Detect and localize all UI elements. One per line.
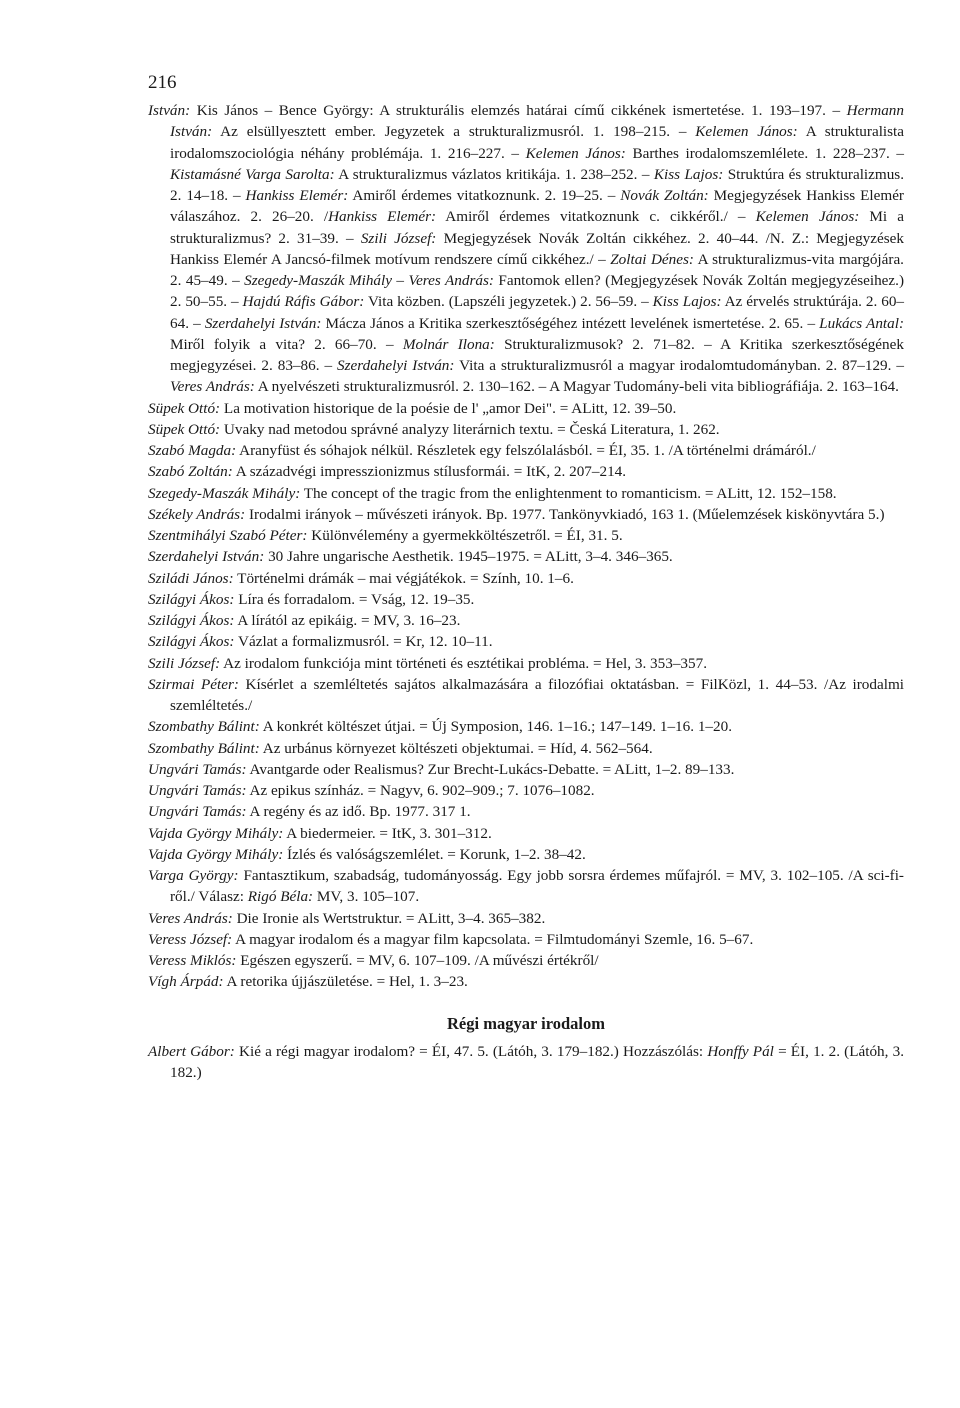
- bibliography-entry: [148, 398, 904, 419]
- author-name: Vajda György Mihály:: [148, 824, 284, 842]
- entry-text: Fantomok ellen? (Megjegyzések Novák Zoltán megjegyzéseihez.) 2. 50–55. –: [170, 272, 905, 311]
- entry-text: MV, 3. 105–107.: [313, 888, 420, 906]
- bibliography-entry: [148, 865, 904, 908]
- bibliography-entry: [148, 780, 904, 801]
- entry-text: Kié a régi magyar irodalom? = ÉI, 47. 5. (Látóh, 3. 179–182.) Hozzászólás:: [234, 1042, 708, 1060]
- entry-text: Az urbánus környezet költészeti objektumai. = Híd, 4. 562–564.: [259, 739, 653, 757]
- entry-text: A századvégi impresszionizmus stílusformái. = ItK, 2. 207–214.: [232, 463, 627, 481]
- bibliography-entry: [148, 716, 904, 737]
- bibliography-entry: [148, 610, 904, 631]
- author-name: Vígh Árpád:: [148, 973, 224, 991]
- author-name: Veres András:: [148, 909, 233, 927]
- entry-text: The concept of the tragic from the enlightenment to romanticism. = ALitt, 12. 152–158.: [300, 484, 837, 502]
- bibliography-entry: [148, 440, 904, 461]
- author-name: Zoltai Dénes:: [610, 250, 694, 268]
- bibliography-entry: [148, 483, 904, 504]
- author-name: Szegedy-Maszák Mihály:: [148, 484, 301, 502]
- author-name: Sziládi János:: [148, 569, 234, 587]
- entry-text: Egészen egyszerű. = MV, 6. 107–109. /A művészi értékről/: [236, 952, 599, 969]
- main-entries: [148, 100, 904, 993]
- author-name: Hajdú Ráfis Gábor:: [242, 293, 365, 311]
- entry-text: A biedermeier. = ItK, 3. 301–312.: [283, 824, 492, 842]
- entry-text: A strukturalista irodalomszociológia néhány problémája. 1. 216–227. –: [170, 123, 905, 162]
- author-name: Kelemen János:: [755, 208, 860, 226]
- bibliography-entry: [148, 759, 904, 780]
- entry-text: Vita közben. (Lapszéli jegyzetek.) 2. 56–59. –: [364, 293, 653, 311]
- entry-text: A regény és az idő. Bp. 1977. 317 1.: [246, 803, 471, 821]
- author-name: Szerdahelyi István:: [148, 548, 265, 566]
- author-name: Szili József:: [360, 229, 437, 247]
- author-name: Kelemen János:: [525, 144, 626, 162]
- entry-text: Líra és forradalom. = Vság, 12. 19–35.: [234, 590, 475, 608]
- author-name: Ungvári Tamás:: [148, 803, 247, 821]
- author-name: Süpek Ottó:: [148, 399, 221, 417]
- entry-text: Az érvelés struktúrája. 2. 60–64. –: [170, 293, 905, 332]
- entry-text: La motivation historique de la poésie de l' „amor Dei". = ALitt, 12. 39–50.: [220, 399, 677, 417]
- bibliography-entry: [148, 546, 904, 567]
- entry-text: Amiről érdemes vitatkoznunk. 2. 19–25. –: [348, 187, 621, 204]
- entry-text: Mi a strukturalizmus? 2. 31–39. –: [170, 208, 904, 247]
- author-name: Veress Miklós:: [148, 952, 237, 969]
- entry-text: Megjegyzések Hankiss Elemér válaszához. 2. 26–20. /: [170, 187, 904, 226]
- bibliography-entry: [148, 929, 904, 950]
- author-name: Kelemen János:: [695, 123, 798, 141]
- author-name: Szerdahelyi István:: [204, 314, 322, 332]
- author-name: Veress József:: [148, 930, 233, 948]
- entry-text: Az elsüllyesztett ember. Jegyzetek a strukturalizmusról. 1. 198–215. –: [212, 123, 696, 141]
- author-name: Lukács Antal:: [819, 314, 905, 332]
- author-name: Rigó Béla:: [247, 888, 314, 906]
- author-name: Varga György:: [148, 867, 239, 884]
- entry-text: Az irodalom funkciója mint történeti és esztétikai probléma. = Hel, 3. 353–357.: [220, 654, 707, 672]
- section-entries: [148, 1041, 904, 1084]
- author-name: Szerdahelyi István:: [337, 357, 455, 374]
- entry-text: = ÉI, 1. 2. (Látóh, 3. 182.): [170, 1042, 904, 1081]
- entry-text: Vázlat a formalizmusról. = Kr, 12. 10–11.: [234, 633, 493, 651]
- entry-text: Uvaky nad metodou správné analyzy literárnich textu. = Česká Literatura, 1. 262.: [220, 420, 720, 438]
- entry-text: Vita a strukturalizmusról a magyar irodalomtudományban. 2. 87–129. –: [454, 357, 904, 374]
- entry-text: A konkrét költészet útjai. = Új Symposion, 146. 1–16.; 147–149. 1–16. 1–20.: [259, 718, 732, 736]
- section-heading: Régi magyar irodalom: [447, 1013, 605, 1033]
- bibliography-entry: [148, 801, 904, 822]
- author-name: Veres András:: [170, 378, 255, 396]
- bibliography-entry: [148, 461, 904, 482]
- entry-text: 30 Jahre ungarische Aesthetik. 1945–1975. = ALitt, 3–4. 346–365.: [264, 548, 673, 566]
- bibliography-entry: [148, 589, 904, 610]
- author-name: Szabó Magda:: [148, 442, 237, 459]
- bibliography-entry: [148, 568, 904, 589]
- author-name: Szilágyi Ákos:: [148, 633, 235, 651]
- entry-text: Fantasztikum, szabadság, tudományosság. Egy jobb sorsra érdemes műfajról. = MV, 3. 102–105. /A sci-fi-ről./ Válasz:: [170, 867, 904, 906]
- author-name: Szegedy-Maszák Mihály – Veres András:: [244, 272, 494, 289]
- author-name: Kiss Lajos:: [653, 165, 724, 183]
- bibliography-entry: [148, 504, 904, 525]
- entry-text: Barthes irodalomszemlélete. 1. 228–237. –: [625, 144, 905, 162]
- author-name: Szombathy Bálint:: [148, 739, 260, 757]
- author-name: Kistamásné Varga Sarolta:: [170, 165, 335, 183]
- entry-text: Megjegyzések Novák Zoltán cikkéhez. 2. 40–44. /N. Z.: Megjegyzések Hankiss Elemér A Jancsó-filmek motívum rendszere című cikkéhez./ –: [170, 229, 904, 268]
- entry-text: Kísérlet a szemléltetés sajátos alkalmazására a filozófiai oktatásban. = FilKözl, 1. 44–53. /Az irodalmi szemléltetés./: [170, 675, 904, 714]
- author-name: Honffy Pál: [707, 1042, 774, 1060]
- entry-text: Strukturalizmusok? 2. 71–82. – A Kritika szerkesztőségének megjegyzései. 2. 83–86. –: [170, 335, 904, 374]
- author-name: Hankiss Elemér:: [328, 208, 437, 226]
- entry-text: Különvélemény a gyermekköltészetről. = ÉI, 31. 5.: [307, 527, 623, 544]
- author-name: Ungvári Tamás:: [148, 782, 247, 799]
- bibliography-entry: [148, 674, 904, 717]
- entry-text: Die Ironie als Wertstruktur. = ALitt, 3–4. 365–382.: [232, 909, 546, 927]
- bibliography-entry: [148, 738, 904, 759]
- entry-text: Ízlés és valóságszemlélet. = Korunk, 1–2. 38–42.: [283, 845, 586, 863]
- bibliography-entry: [148, 823, 904, 844]
- author-name: Ungvári Tamás:: [148, 760, 247, 778]
- author-name: Hankiss Elemér:: [245, 187, 349, 204]
- author-name: Kiss Lajos:: [652, 293, 722, 311]
- author-name: Szabó Zoltán:: [148, 463, 233, 481]
- author-name: István:: [148, 102, 191, 119]
- author-name: Szentmihályi Szabó Péter:: [148, 527, 308, 544]
- author-name: Szilágyi Ákos:: [148, 612, 235, 629]
- bibliography-list: [148, 100, 904, 1083]
- entry-text: Struktúra és strukturalizmus. 2. 14–18. –: [170, 165, 905, 204]
- entry-text: A nyelvészeti strukturalizmusról. 2. 130–162. – A Magyar Tudomány-beli vita bibliográfiája. 2. 163–164.: [254, 378, 899, 396]
- author-name: Süpek Ottó:: [148, 420, 221, 438]
- entry-text: Irodalmi irányok – művészeti irányok. Bp. 1977. Tankönyvkiadó, 163 1. (Műelemzések kiskönyvtára 5.): [245, 505, 885, 523]
- entry-text: Aranyfüst és sóhajok nélkül. Részletek egy felszólalásból. = ÉI, 35. 1. /A történelmi drámáról./: [236, 442, 816, 459]
- entry-text: A retorika újjászületése. = Hel, 1. 3–23.: [223, 973, 468, 991]
- bibliography-entry: [148, 631, 904, 652]
- page-number: 216: [148, 72, 177, 93]
- author-name: Szombathy Bálint:: [148, 718, 260, 736]
- bibliography-entry: [148, 844, 904, 865]
- entry-text: A magyar irodalom és a magyar film kapcsolata. = Filmtudományi Szemle, 16. 5–67.: [232, 930, 754, 948]
- author-name: Albert Gábor:: [148, 1042, 235, 1060]
- author-name: Vajda György Mihály:: [148, 845, 284, 863]
- bibliography-entry: [148, 1041, 904, 1084]
- entry-text: Miről folyik a vita? 2. 66–70. –: [170, 335, 403, 353]
- bibliography-entry: [148, 971, 904, 992]
- entry-text: Amiről érdemes vitatkoznunk c. cikkéről./ –: [436, 208, 756, 226]
- entry-text: Történelmi drámák – mai végjátékok. = Szính, 10. 1–6.: [233, 569, 574, 587]
- author-name: Szirmai Péter:: [148, 675, 239, 693]
- author-name: Novák Zoltán:: [620, 187, 709, 204]
- author-name: Molnár Ilona:: [402, 335, 495, 353]
- bibliography-entry: [148, 908, 904, 929]
- entry-text: A strukturalizmus vázlatos kritikája. 1. 238–252. –: [334, 165, 654, 183]
- entry-text: Az epikus színház. = Nagyv, 6. 902–909.; 7. 1076–1082.: [246, 782, 595, 799]
- entry-text: A strukturalizmus-vita margójára. 2. 45–49. –: [170, 250, 904, 289]
- author-name: Székely András:: [148, 505, 246, 523]
- bibliography-entry: [148, 950, 904, 971]
- bibliography-entry: [148, 525, 904, 546]
- author-name: Szili József:: [148, 654, 221, 672]
- bibliography-entry: [148, 653, 904, 674]
- author-name: Szilágyi Ákos:: [148, 590, 235, 608]
- bibliography-entry: [148, 419, 904, 440]
- bibliography-entry: [148, 100, 904, 398]
- entry-text: Mácza János a Kritika szerkesztőségéhez intézett levelének ismertetése. 2. 65. –: [321, 314, 820, 332]
- entry-text: A lírától az epikáig. = MV, 3. 16–23.: [234, 612, 461, 629]
- entry-text: Kis János – Bence György: A strukturális elemzés határai című cikkének ismertetése. 1. 193–197. –: [190, 102, 847, 119]
- author-name: Hermann István:: [170, 102, 904, 141]
- entry-text: Avantgarde oder Realismus? Zur Brecht-Lukács-Debatte. = ALitt, 1–2. 89–133.: [246, 760, 735, 778]
